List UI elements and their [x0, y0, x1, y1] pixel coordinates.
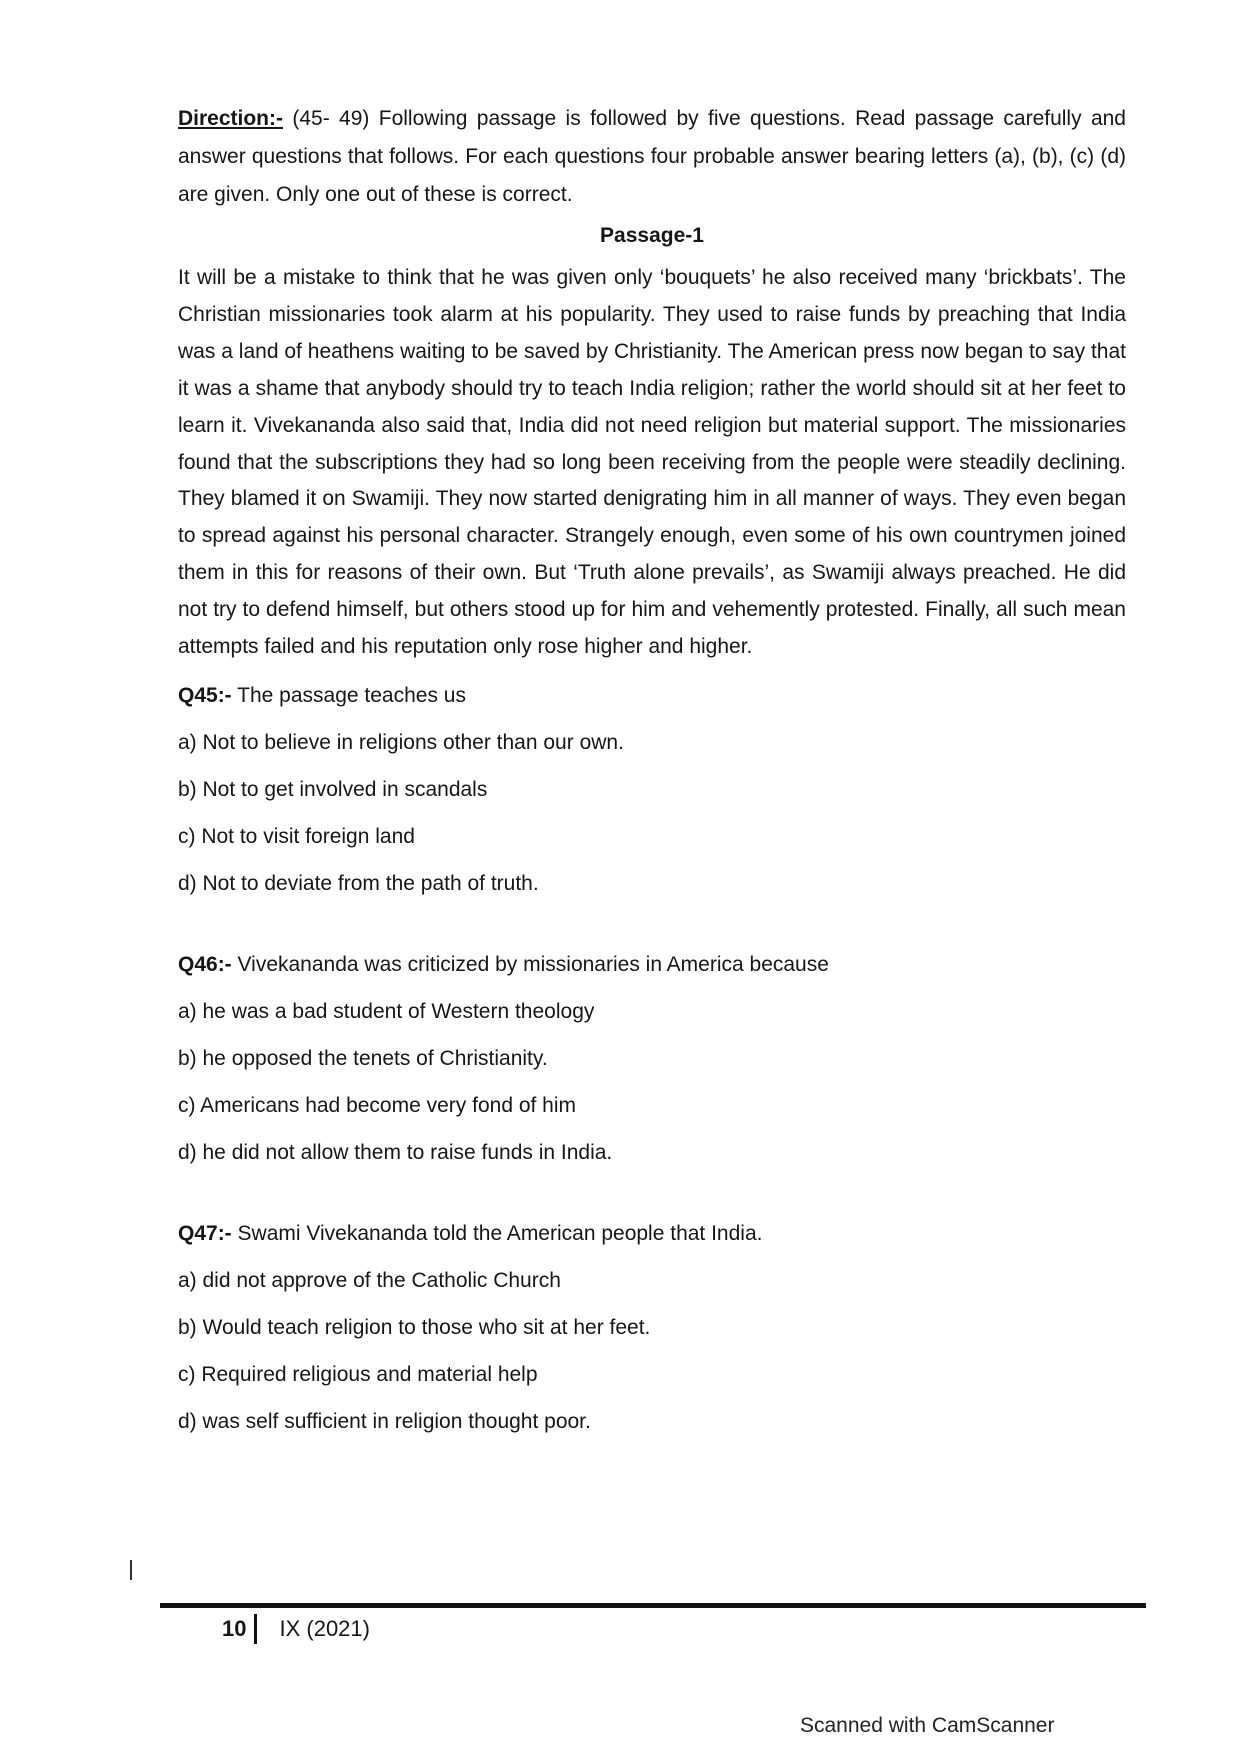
page-content — [178, 100, 1126, 1445]
edition-label: IX (2021) — [279, 1616, 370, 1641]
question-text: Swami Vivekananda told the American people that India. — [231, 1221, 763, 1245]
option-list — [178, 1257, 1126, 1445]
question-text: The passage teaches us — [231, 683, 466, 707]
question-45 — [178, 672, 1126, 907]
option-a: a) did not approve of the Catholic Church — [178, 1268, 561, 1292]
page-footer — [222, 1614, 370, 1644]
option-b: b) Would teach religion to those who sit at her feet. — [178, 1315, 651, 1339]
question-number: Q47:- — [178, 1221, 232, 1245]
option-list — [178, 719, 1126, 907]
scanner-watermark: Scanned with CamScanner — [800, 1714, 1055, 1737]
passage-title: Passage-1 — [600, 224, 704, 247]
question-text: Vivekananda was criticized by missionaries in America because — [231, 952, 829, 976]
question-number: Q46:- — [178, 952, 232, 976]
option-c: c) Not to visit foreign land — [178, 824, 415, 848]
footer-rule — [160, 1603, 1146, 1608]
question-47 — [178, 1210, 1126, 1445]
option-a: a) he was a bad student of Western theology — [178, 999, 595, 1023]
question-number: Q45:- — [178, 683, 232, 707]
question-stem — [178, 941, 1126, 988]
option-d: d) was self sufficient in religion thought poor. — [178, 1409, 591, 1433]
margin-mark — [130, 1560, 132, 1580]
option-c: c) Required religious and material help — [178, 1362, 538, 1386]
option-b: b) he opposed the tenets of Christianity. — [178, 1046, 548, 1070]
direction-label: Direction:- — [178, 107, 283, 130]
question-46 — [178, 941, 1126, 1176]
option-list — [178, 988, 1126, 1176]
option-a: a) Not to believe in religions other than our own. — [178, 730, 624, 754]
option-d: d) Not to deviate from the path of truth. — [178, 871, 539, 895]
question-stem — [178, 1210, 1126, 1257]
option-d: d) he did not allow them to raise funds in India. — [178, 1140, 613, 1164]
option-c: c) Americans had become very fond of him — [178, 1093, 577, 1117]
page-number: 10 — [222, 1614, 257, 1644]
option-b: b) Not to get involved in scandals — [178, 777, 488, 801]
direction-text: (45- 49) Following passage is followed by five questions. Read passage carefully and answer questions that follows. For each questions four probable answer bearing letters (a), (b), (c) (d) are given. Only one out of these is correct. — [178, 107, 1126, 206]
question-stem — [178, 672, 1126, 719]
passage-text: It will be a mistake to think that he was given only ‘bouquets’ he also received many ‘brickbats’. The Christian missionaries took alarm at his popularity. They used to raise funds by preaching that India was a land of heathens waiting to be saved by Christianity. The American press now began to say that it was a shame that anybody should try to teach India religion; rather the world should sit at her feet to learn it. Vivekananda also said that, India did not need religion but material support. The missionaries found that the subscriptions they had so long been receiving from the people were steadily declining. They blamed it on Swamiji. They now started denigrating him in all manner of ways. They even began to spread against his personal character. Strangely enough, even some of his own countrymen joined them in this for reasons of their own. But ‘Truth alone prevails’, as Swamiji always preached. He did not try to defend himself, but others stood up for him and vehemently protested. Finally, all such mean attempts failed and his reputation only rose higher and higher. — [178, 266, 1126, 659]
direction-paragraph — [178, 100, 1126, 214]
